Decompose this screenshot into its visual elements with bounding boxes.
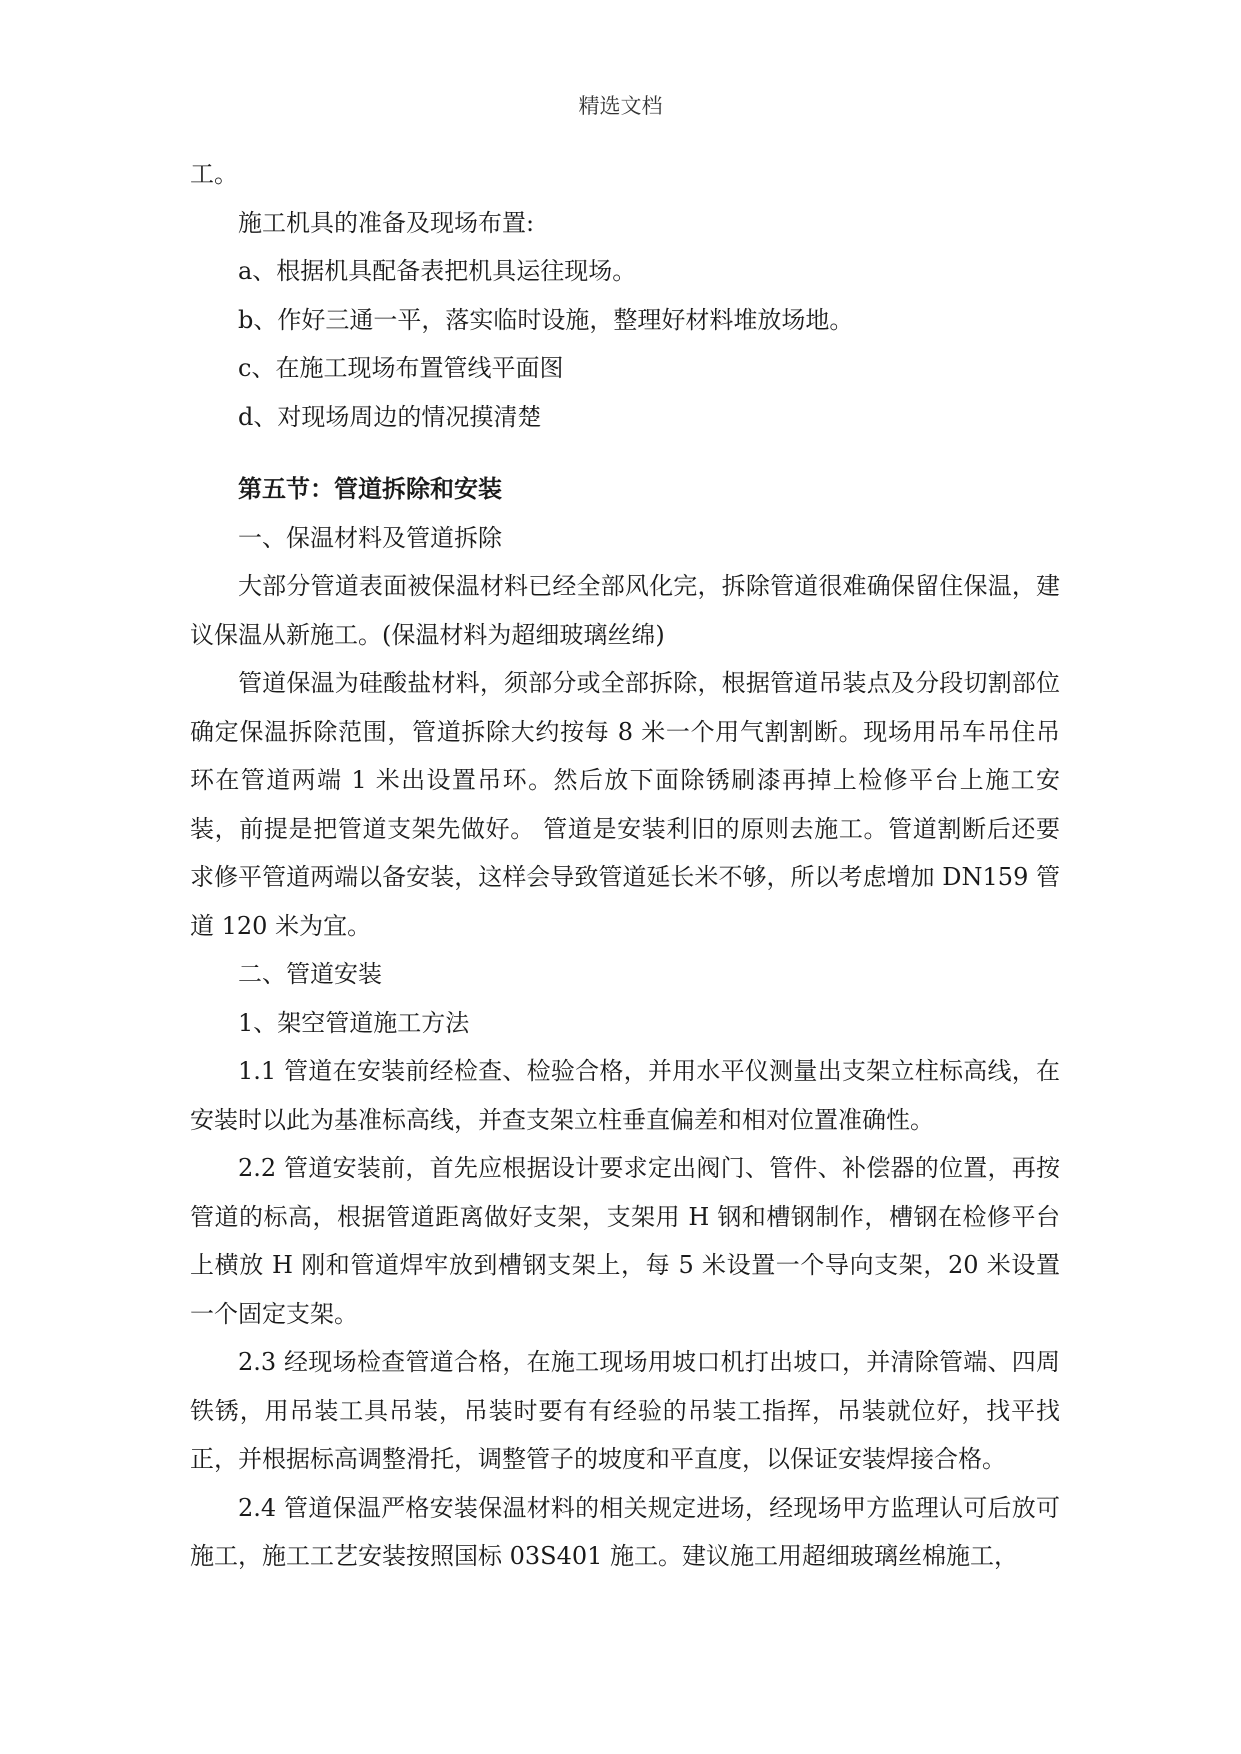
list-item-a: a、根据机具配备表把机具运往现场。 <box>238 257 637 285</box>
paragraph-2-3: 2.3 经现场检查管道合格，在施工现场用坡口机打出坡口，并清除管端、四周铁锈，用吊装工具吊装，吊装时要有有经验的吊装工指挥，吊装就位好，找平找正，并根据标高调整滑托，调整管子的坡度和平直度，以保证安装焊接合格。 <box>190 1348 1060 1473</box>
subsection-heading-2: 二、管道安装 <box>238 960 382 988</box>
page-header: 精选文档 <box>578 94 663 118</box>
document-body <box>190 150 1060 1581</box>
list-item-c: c、在施工现场布置管线平面图 <box>238 354 564 382</box>
paragraph-insulation: 大部分管道表面被保温材料已经全部风化完，拆除管道很难确保留住保温，建议保温从新施工。(保温材料为超细玻璃丝绵) <box>190 572 1060 649</box>
paragraph-continuation: 工。 <box>190 160 238 188</box>
subsection-heading-1: 一、保温材料及管道拆除 <box>238 523 502 552</box>
paragraph-1-1: 1.1 管道在安装前经检查、检验合格，并用水平仪测量出支架立柱标高线，在安装时以此为基准标高线，并查支架立柱垂直偏差和相对位置准确性。 <box>190 1057 1060 1134</box>
paragraph-removal: 管道保温为硅酸盐材料，须部分或全部拆除，根据管道吊装点及分段切割部位确定保温拆除范围，管道拆除大约按每 8 米一个用气割割断。现场用吊车吊住吊环在管道两端 1 米出设置吊环。然后放下面除锈刷漆再掉上检修平台上施工安装，前提是把管道支架先做好。 管道是安装利旧的原则去施工。管道割断后还要求修平管道两端以备安装，这样会导致管道延长米不够，所以考虑增加 DN159 管道 120 米为宜。 <box>190 669 1060 940</box>
paragraph-equipment-intro: 施工机具的准备及现场布置: <box>238 208 535 237</box>
paragraph-2-4: 2.4 管道保温严格安装保温材料的相关规定进场，经现场甲方监理认可后放可施工，施工工艺安装按照国标 03S401 施工。建议施工用超细玻璃丝棉施工， <box>190 1493 1060 1570</box>
subsection-heading-2-1: 1、架空管道施工方法 <box>238 1008 470 1037</box>
paragraph-2-2: 2.2 管道安装前，首先应根据设计要求定出阀门、管件、补偿器的位置，再按管道的标高，根据管道距离做好支架，支架用 H 钢和槽钢制作，槽钢在检修平台上横放 H 刚和管道焊牢放到槽钢支架上，每 5 米设置一个导向支架，20 米设置一个固定支架。 <box>190 1154 1060 1328</box>
spacer <box>190 441 1060 465</box>
section-heading: 第五节：管道拆除和安装 <box>238 474 502 503</box>
list-item-d: d、对现场周边的情况摸清楚 <box>238 402 542 431</box>
list-item-b: b、作好三通一平，落实临时设施，整理好材料堆放场地。 <box>238 305 854 334</box>
